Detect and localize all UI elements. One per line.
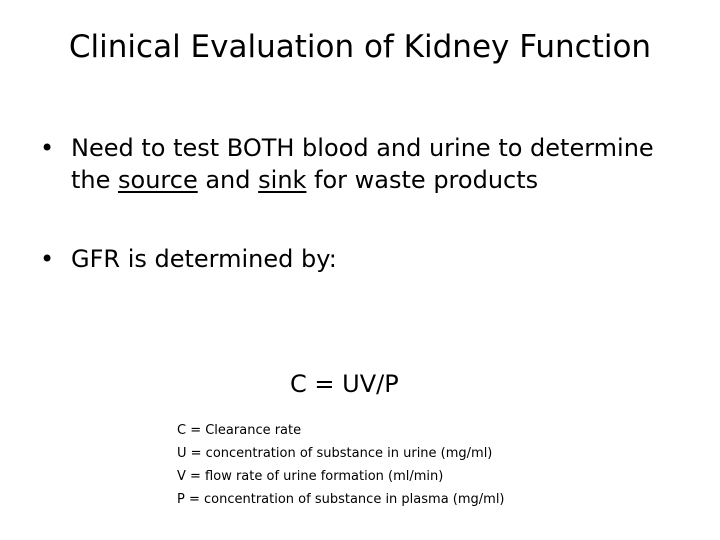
bullet-text: GFR is determined by: bbox=[71, 245, 337, 273]
legend-item-u: U = concentration of substance in urine (mg/ml) bbox=[177, 446, 493, 461]
bullet-text: Need to test BOTH blood and urine to determine the bbox=[71, 134, 654, 194]
bullet-item-test-blood-urine bbox=[40, 133, 680, 196]
bullet-text: for waste products bbox=[306, 165, 539, 194]
formula-legend bbox=[177, 419, 505, 511]
bullet-item-gfr bbox=[40, 244, 680, 276]
bullet-text: and bbox=[197, 165, 259, 194]
bullet-list bbox=[40, 133, 680, 276]
legend-item-p: P = concentration of substance in plasma (mg/ml) bbox=[177, 492, 505, 507]
bullet-icon: • bbox=[40, 134, 55, 162]
sink-term: sink bbox=[258, 165, 307, 194]
source-term: source bbox=[118, 165, 198, 194]
legend-item-v: V = flow rate of urine formation (ml/min) bbox=[177, 469, 444, 484]
clearance-formula: C = UV/P bbox=[290, 370, 399, 398]
bullet-icon: • bbox=[40, 245, 55, 273]
legend-item-c: C = Clearance rate bbox=[177, 423, 302, 438]
slide-title: Clinical Evaluation of Kidney Function bbox=[68, 29, 652, 65]
